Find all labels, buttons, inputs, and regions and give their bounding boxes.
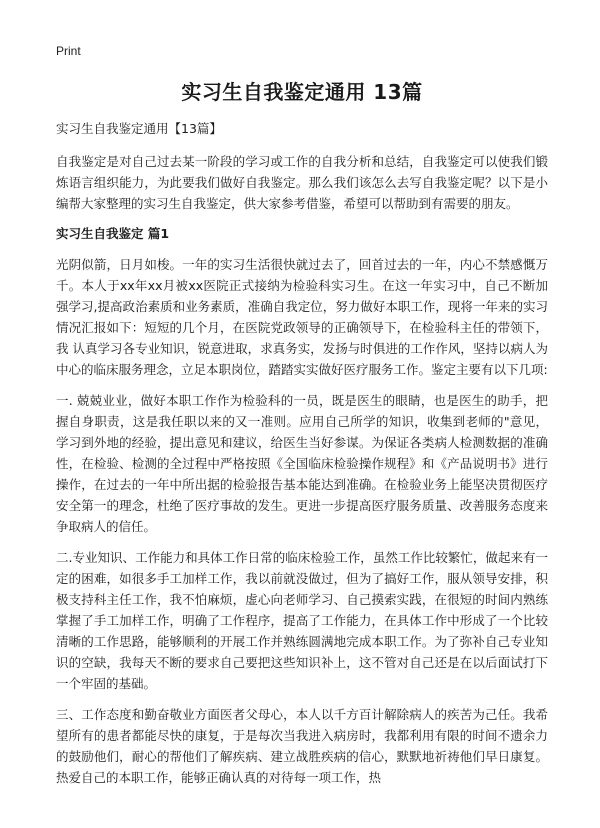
document-title: 实习生自我鉴定通用 13篇 [181, 80, 423, 104]
body-paragraph-1: 光阴似箭，日月如梭。一年的实习生活很快就过去了，回首过去的一年，内心不禁感慨万千。本人于xx年xx月被xx医院正式接纳为检验科实习生。在这一年实习中，自己不断加强学习,提高政治素质和业务素质，准确自我定位，努力做好本职工作，现将一年来的实习情况汇报如下：短短的几个月，在医院党政领导的正确领导下，在检验科主任的带领下，我 认真学习各专业知识，锐意进取，求真务实，发扬与时俱进的工作作风，坚持以病人为中心的临床服务理念，立足本职岗位，踏踏实实做好医疗服务工作。鉴定主要有以下几项: [56, 257, 548, 377]
body-paragraph-4: 三、工作态度和勤奋敬业方面医者父母心，本人以千方百计解除病人的疾苦为己任。我希望所有的患者都能尽快的康复，于是每次当我进入病房时，我都利用有限的时间不遗余力的鼓励他们，耐心的帮他们了解疾病、建立战胜疾病的信心，默默地祈祷他们早日康复。热爱自己的本职工作，能够正确认真的对待每一项工作，热 [56, 707, 548, 785]
document-subtitle: 实习生自我鉴定通用【13篇】 [56, 121, 222, 136]
document-body [56, 76, 548, 798]
body-paragraph-3: 二.专业知识、工作能力和具体工作日常的临床检验工作，虽然工作比较繁忙，做起来有一定的困难，如很多手工加样工作，我以前就没做过，但为了搞好工作，服从领导安排，积极支持科主任工作，我不怕麻烦，虚心向老师学习、自己摸索实践，在很短的时间内熟练掌握了手工加样工作，明确了工作程序，提高了工作能力，在具体工作中形成了一个比较清晰的工作思路，能够顺利的开展工作并熟练圆满地完成本职工作。为了弥补自己专业知识的空缺，我每天不断的要求自己要把这些知识补上，这不管对自己还是在以后面试打下一个牢固的基础。 [56, 550, 548, 691]
body-paragraph-2: 一. 兢兢业业，做好本职工作作为检验科的一员，既是医生的眼睛，也是医生的助手，把握自身职责，这是我任职以来的又一准则。应用自己所学的知识，收集到老师的"意见，学习到外地的经验，提出意见和建议，给医生当好参谋。为保证各类病人检测数据的准确性，在检验、检测的全过程中严格按照《全国临床检验操作规程》和《产品说明书》进行操作，在过去的一年中所出据的检验报告基本能达到准确。在检验业务上能坚决贯彻医疗安全第一的理念，杜绝了医疗事故的发生。更进一步提高医疗服务质量、改善服务态度来争取病人的信任。 [56, 393, 548, 534]
section-heading: 实习生自我鉴定 篇1 [56, 226, 170, 241]
intro-paragraph: 自我鉴定是对自己过去某一阶段的学习或工作的自我分析和总结，自我鉴定可以使我们锻炼语言组织能力，为此要我们做好自我鉴定。那么我们该怎么去写自我鉴定呢？以下是小编帮大家整理的实习生自我鉴定，供大家参考借鉴，希望可以帮助到有需要的朋友。 [56, 154, 548, 211]
print-link[interactable]: Print [56, 44, 81, 58]
